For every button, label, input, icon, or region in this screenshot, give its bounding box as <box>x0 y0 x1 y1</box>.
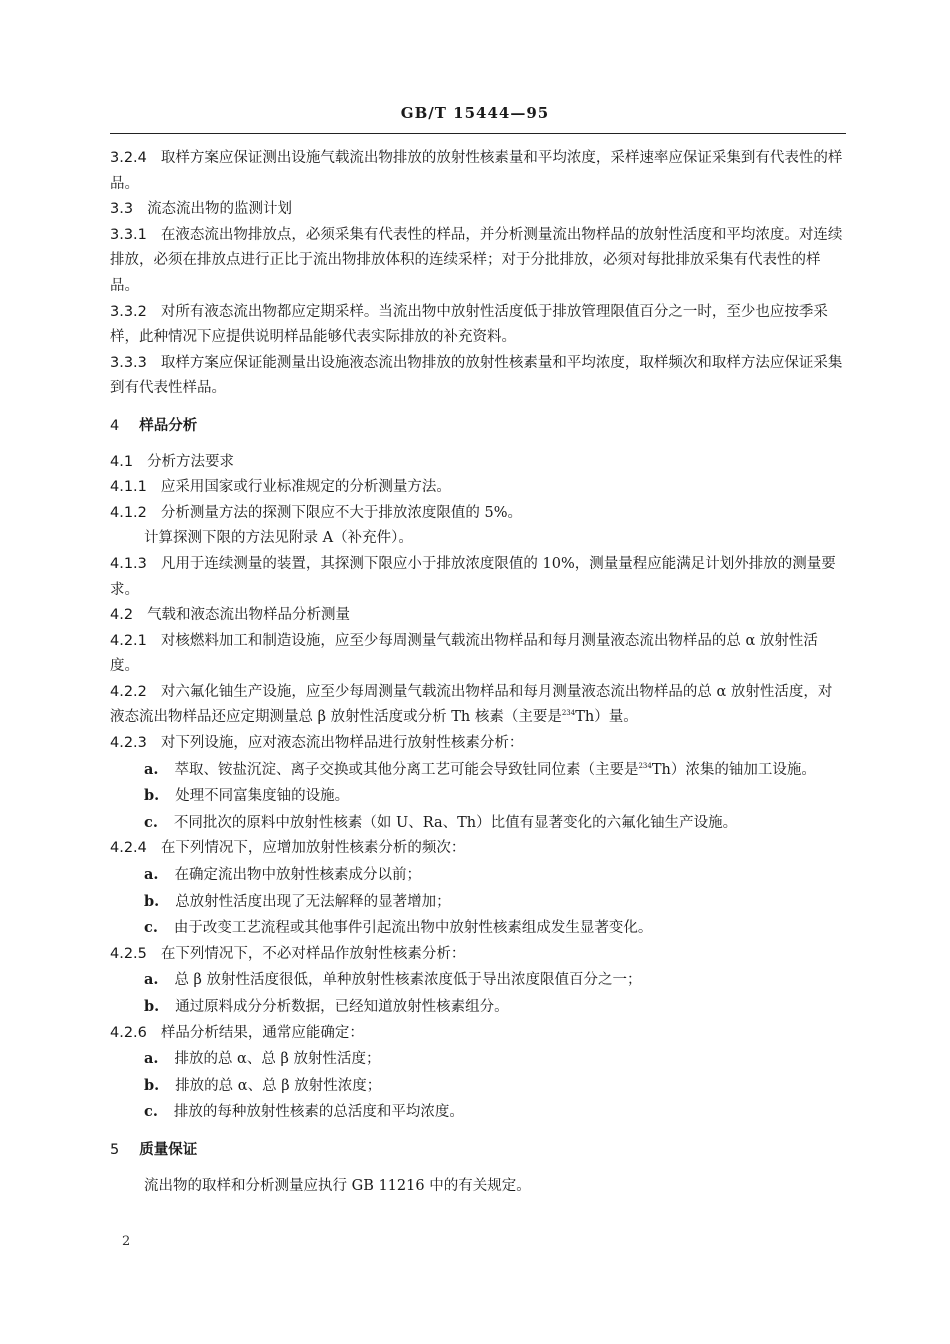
clause-text: 计算探测下限的方法见附录 A（补充件）。 <box>144 530 413 547</box>
list-item-4-2-6-c <box>110 1099 846 1126</box>
isotope-mass-number: 234 <box>638 761 652 770</box>
item-text: 排放的总 α、总 β 放射性浓度； <box>175 1077 382 1094</box>
clause-text: 在液态流出物排放点，必须采集有代表性的样品，并分析测量流出物样品的放射性活度和平均浓度。对连续排放，必须在排放点进行正比于流出物排放体积的连续采样；对于分批排放，必须对每批排放采集有代表性的样品。 <box>110 226 843 294</box>
list-item-4-2-5-a <box>110 967 846 994</box>
item-label: a. <box>144 760 159 778</box>
clause-4-2-6 <box>110 1021 846 1047</box>
clause-text: 对所有液态流出物都应定期采样。当流出物中放射性活度低于排放管理限值百分之一时，至少也应按季采样，此种情况下应提供说明样品能够代表实际排放的补充资料。 <box>110 303 828 346</box>
section-number: 4 <box>110 417 120 434</box>
clause-number: 4.1.3 <box>110 555 147 572</box>
list-item-4-2-6-a <box>110 1046 846 1073</box>
list-item-4-2-3-b <box>110 783 846 810</box>
section-5-heading <box>110 1138 846 1164</box>
item-label: a. <box>144 971 159 989</box>
standard-id: GB/T 15444—95 <box>400 104 550 122</box>
heading-text: 流态流出物的监测计划 <box>147 201 293 218</box>
section-number: 5 <box>110 1141 120 1158</box>
item-label: a. <box>144 1050 159 1068</box>
clause-number: 4.2.6 <box>110 1024 147 1041</box>
item-text: 萃取、铵盐沉淀、离子交换或其他分离工艺可能会导致钍同位素（主要是 <box>174 761 639 778</box>
clause-number: 4.2.1 <box>110 632 147 649</box>
clause-number: 3.3.2 <box>110 303 147 320</box>
item-label: c. <box>144 813 158 831</box>
clause-4-1-2-note <box>110 526 846 552</box>
item-text: 排放的总 α、总 β 放射性活度； <box>174 1051 381 1068</box>
list-item-4-2-5-b <box>110 994 846 1021</box>
clause-text: 对核燃料加工和制造设施，应至少每周测量气载流出物样品和每月测量液态流出物样品的总 α 放射性活度。 <box>110 632 818 675</box>
item-text: 总放射性活度出现了无法解释的显著增加； <box>175 893 451 910</box>
clause-3-3-1 <box>110 223 846 300</box>
item-label: a. <box>144 866 159 884</box>
clause-text: 分析测量方法的探测下限应不大于排放浓度限值的 5%。 <box>160 504 523 521</box>
heading-4-1 <box>110 450 846 476</box>
clause-text: 在下列情况下，不必对样品作放射性核素分析： <box>160 945 466 962</box>
clause-number: 4.2.5 <box>110 945 147 962</box>
clause-4-2-1 <box>110 629 846 680</box>
item-text: 在确定流出物中放射性核素成分以前； <box>174 867 421 884</box>
clause-4-2-5 <box>110 942 846 968</box>
item-text: 排放的每种放射性核素的总活度和平均浓度。 <box>173 1104 464 1121</box>
clause-number: 3.3.3 <box>110 354 147 371</box>
clause-3-3-3 <box>110 351 846 402</box>
clause-4-2-2 <box>110 680 846 731</box>
clause-number: 3.3.1 <box>110 226 147 243</box>
item-text: 处理不同富集度铀的设施。 <box>175 788 350 805</box>
clause-number: 4.1.1 <box>110 479 147 496</box>
item-label: b. <box>144 998 160 1015</box>
isotope-mass-number: 234 <box>561 709 576 718</box>
item-text: 总 β 放射性活度很低，单种放射性核素浓度低于导出浓度限值百分之一； <box>174 972 642 989</box>
page-number: 2 <box>122 1234 131 1249</box>
clause-number: 4.2.2 <box>110 683 147 700</box>
item-label: c. <box>144 1103 158 1121</box>
clause-4-1-3 <box>110 552 846 603</box>
item-text: 不同批次的原料中放射性核素（如 U、Ra、Th）比值有显著变化的六氟化铀生产设施。 <box>173 814 738 831</box>
clause-text: 对下列设施，应对液态流出物样品进行放射性核素分析： <box>160 735 524 752</box>
list-item-4-2-4-c <box>110 915 846 942</box>
heading-3-3 <box>110 197 846 223</box>
clause-text: 样品分析结果，通常应能确定： <box>160 1024 364 1041</box>
clause-text: 凡用于连续测量的装置，其探测下限应小于排放浓度限值的 10%，测量量程应能满足计划外排放的测量要求。 <box>110 555 836 598</box>
item-label: b. <box>144 787 160 805</box>
item-label: b. <box>144 1076 160 1094</box>
clause-number: 4.2 <box>110 607 134 624</box>
clause-3-3-2 <box>110 300 846 351</box>
document-body <box>110 146 846 1199</box>
clause-number: 4.1 <box>110 453 134 470</box>
item-text: 由于改变工艺流程或其他事件引起流出物中放射性核素组成发生显著变化。 <box>173 920 653 937</box>
section-4-heading <box>110 414 846 440</box>
clause-5-text <box>110 1174 846 1200</box>
item-text: 通过原料成分分析数据，已经知道放射性核素组分。 <box>175 999 509 1015</box>
section-title: 质量保证 <box>139 1141 198 1158</box>
clause-text: 应采用国家或行业标准规定的分析测量方法。 <box>160 479 451 496</box>
item-text-end: Th）浓集的铀加工设施。 <box>651 761 816 778</box>
clause-number: 4.2.3 <box>110 735 147 752</box>
clause-text: 在下列情况下，应增加放射性核素分析的频次： <box>160 840 466 857</box>
clause-number: 3.2.4 <box>110 150 147 166</box>
item-label: b. <box>144 892 160 910</box>
list-item-4-2-3-a <box>110 757 846 784</box>
item-label: c. <box>144 919 158 937</box>
clause-text: 对六氟化铀生产设施，应至少每周测量气载流出物样品和每月测量液态流出物样品的总 α 放射性活度，对液态流出物样品还应定期测量总 β 放射性活度或分析 Th 核素（主要是 <box>110 683 833 726</box>
clause-number: 3.3 <box>110 201 134 218</box>
heading-text: 分析方法要求 <box>147 453 235 470</box>
heading-text: 气载和液态流出物样品分析测量 <box>147 607 351 624</box>
clause-text: 取样方案应保证能测量出设施液态流出物排放的放射性核素量和平均浓度，取样频次和取样方法应保证采集到有代表性样品。 <box>110 354 843 397</box>
clause-4-1-1 <box>110 475 846 501</box>
clause-text: 流出物的取样和分析测量应执行 GB 11216 中的有关规定。 <box>144 1177 531 1194</box>
list-item-4-2-4-b <box>110 889 846 916</box>
clause-text: 取样方案应保证测出设施气载流出物排放的放射性核素量和平均浓度，采样速率应保证采集到有代表性的样品。 <box>110 150 843 192</box>
clause-number: 4.2.4 <box>110 840 147 857</box>
section-title: 样品分析 <box>139 417 198 434</box>
list-item-4-2-4-a <box>110 862 846 889</box>
clause-3-2-4 <box>110 146 846 197</box>
list-item-4-2-3-c <box>110 810 846 837</box>
heading-4-2 <box>110 603 846 629</box>
clause-text-end: Th）量。 <box>575 709 638 726</box>
clause-4-2-3 <box>110 731 846 757</box>
header-rule <box>110 133 846 134</box>
clause-4-2-4 <box>110 836 846 862</box>
clause-number: 4.1.2 <box>110 504 147 521</box>
page-header <box>0 104 950 122</box>
list-item-4-2-6-b <box>110 1073 846 1100</box>
clause-4-1-2 <box>110 501 846 527</box>
